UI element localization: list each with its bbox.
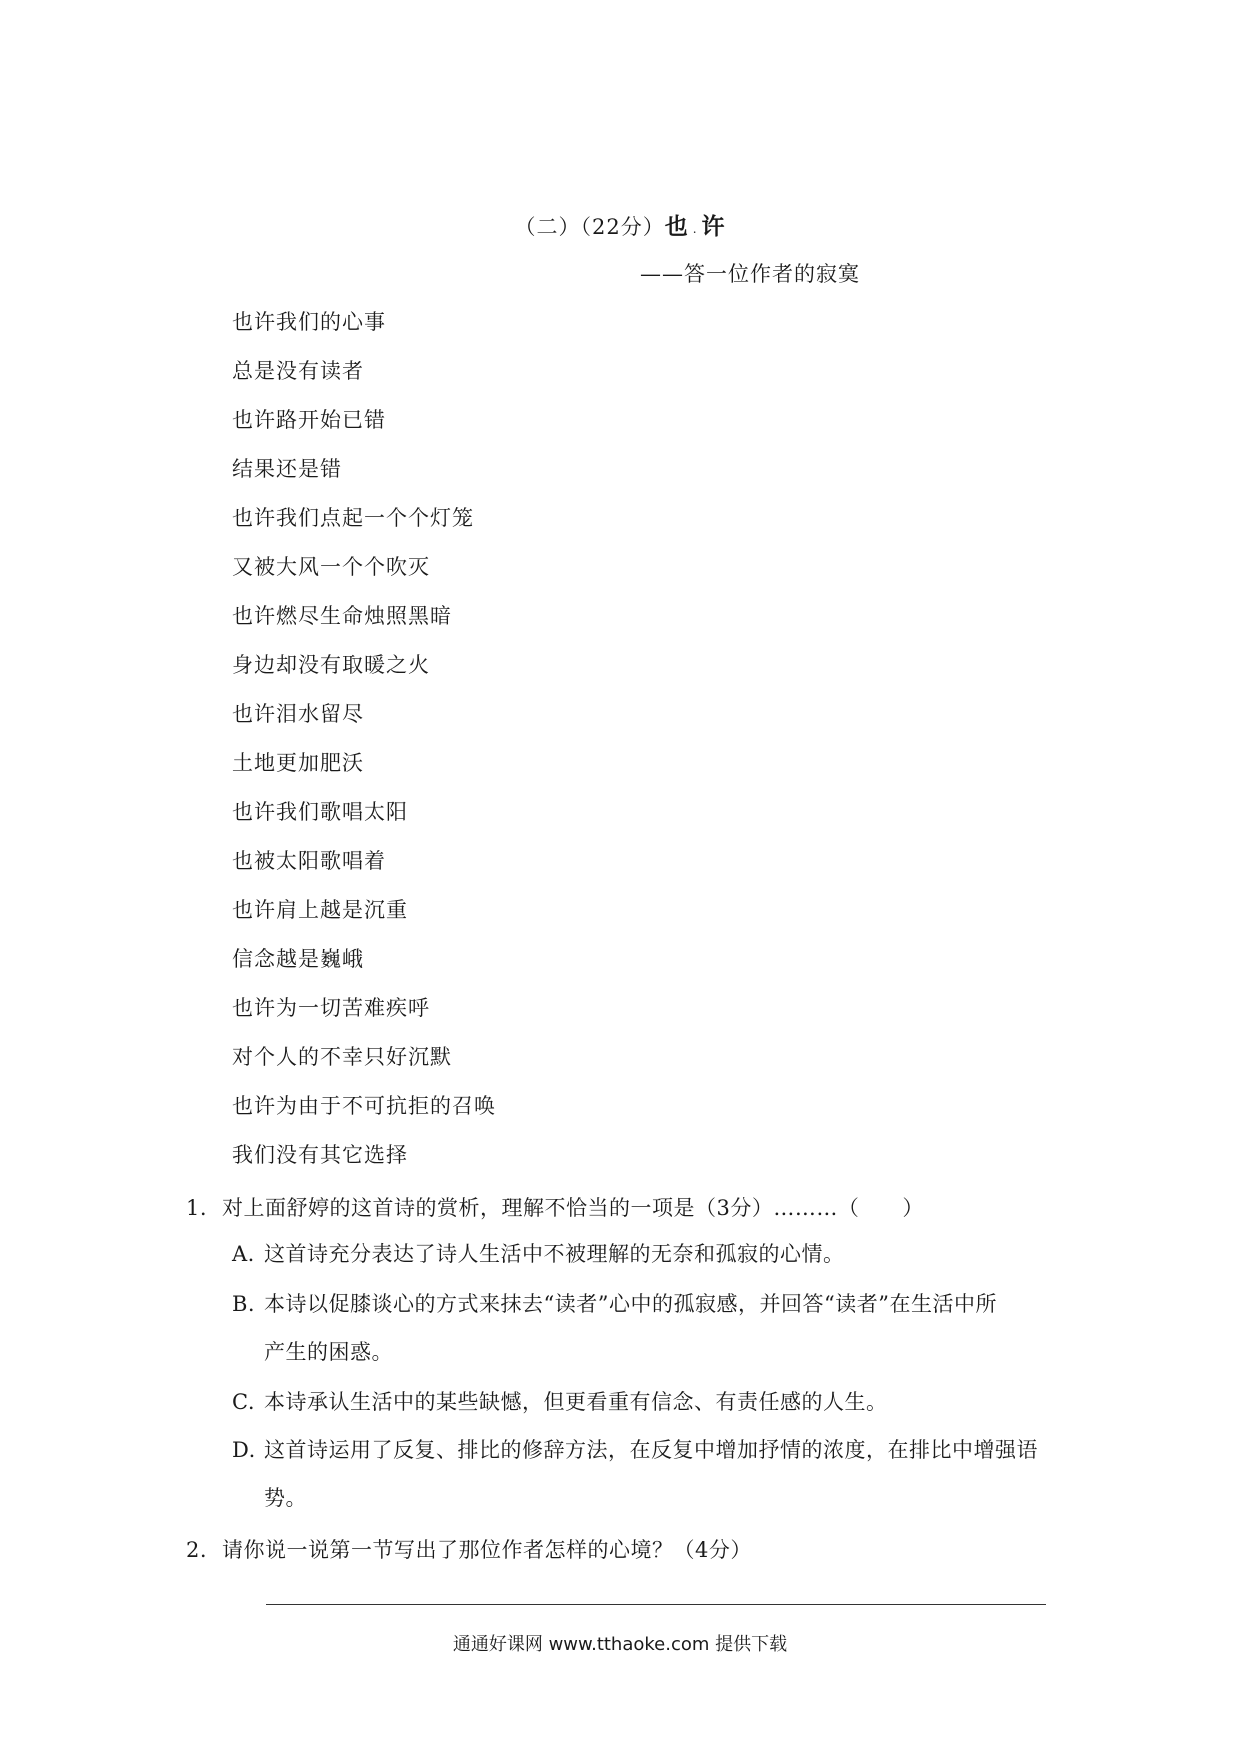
option-c-text: 本诗承认生活中的某些缺憾，但更看重有信念、有责任感的人生。 — [264, 1390, 888, 1414]
poem-line: 也许泪水留尽 — [232, 702, 364, 726]
poem-line: 也被太阳歌唱着 — [232, 849, 386, 873]
question-1-text: 对上面舒婷的这首诗的赏析，理解不恰当的一项是（3分）………（ ） — [222, 1196, 924, 1220]
option-a — [232, 1230, 1062, 1278]
title-part-1: 也 — [664, 214, 689, 240]
question-2-text: 请你说一说第一节写出了那位作者怎样的心境？（4分） — [222, 1538, 752, 1562]
poem-line: 也许我们歌唱太阳 — [232, 800, 408, 824]
poem-line: 结果还是错 — [232, 457, 342, 481]
poem-line: 又被大风一个个吹灭 — [232, 555, 430, 579]
option-d-text: 这首诗运用了反复、排比的修辞方法，在反复中增加抒情的浓度，在排比中增强语 — [264, 1438, 1038, 1462]
poem-line: 也许路开始已错 — [232, 408, 386, 432]
poem-line: 身边却没有取暖之火 — [232, 653, 430, 677]
option-a-letter: A. — [232, 1242, 255, 1266]
poem-line: 对个人的不幸只好沉默 — [232, 1045, 452, 1069]
footer-text: 通通好课网 www.tthaoke.com 提供下载 — [452, 1634, 788, 1655]
option-c — [232, 1378, 1062, 1426]
question-2-number: 2. — [186, 1538, 208, 1562]
option-d-text-continued: 势。 — [264, 1486, 307, 1510]
footer-divider — [266, 1604, 1046, 1605]
question-1-number: 1. — [186, 1196, 208, 1220]
title-part-2: 许 — [701, 214, 726, 240]
poem-line: 信念越是巍峨 — [232, 947, 364, 971]
option-d-letter: D. — [232, 1438, 256, 1462]
option-d — [232, 1426, 1062, 1522]
poem-line: 也许为一切苦难疾呼 — [232, 996, 430, 1020]
poem-line: 也许为由于不可抗拒的召唤 — [232, 1094, 496, 1118]
poem-title — [0, 208, 1240, 241]
title-dot: . — [692, 221, 698, 236]
question-2 — [186, 1533, 752, 1567]
poem-subtitle: ——答一位作者的寂寞 — [640, 262, 860, 286]
option-b-letter: B. — [232, 1292, 256, 1316]
option-b — [232, 1280, 1062, 1376]
poem-line: 总是没有读者 — [232, 359, 364, 383]
question-1 — [186, 1191, 924, 1225]
option-b-text: 本诗以促膝谈心的方式来抹去“读者”心中的孤寂感，并回答“读者”在生活中所 — [264, 1292, 997, 1316]
option-b-text-continued: 产生的困惑。 — [264, 1340, 393, 1364]
poem-line: 也许我们点起一个个灯笼 — [232, 506, 474, 530]
poem-line: 也许我们的心事 — [232, 310, 386, 334]
option-a-text: 这首诗充分表达了诗人生活中不被理解的无奈和孤寂的心情。 — [264, 1242, 845, 1266]
poem-line: 也许燃尽生命烛照黑暗 — [232, 604, 452, 628]
poem-line: 也许肩上越是沉重 — [232, 898, 408, 922]
poem-line: 土地更加肥沃 — [232, 751, 364, 775]
section-prefix: （二）（22分） — [514, 215, 665, 239]
poem-body — [232, 305, 496, 1187]
poem-line: 我们没有其它选择 — [232, 1143, 408, 1167]
option-c-letter: C. — [232, 1390, 255, 1414]
